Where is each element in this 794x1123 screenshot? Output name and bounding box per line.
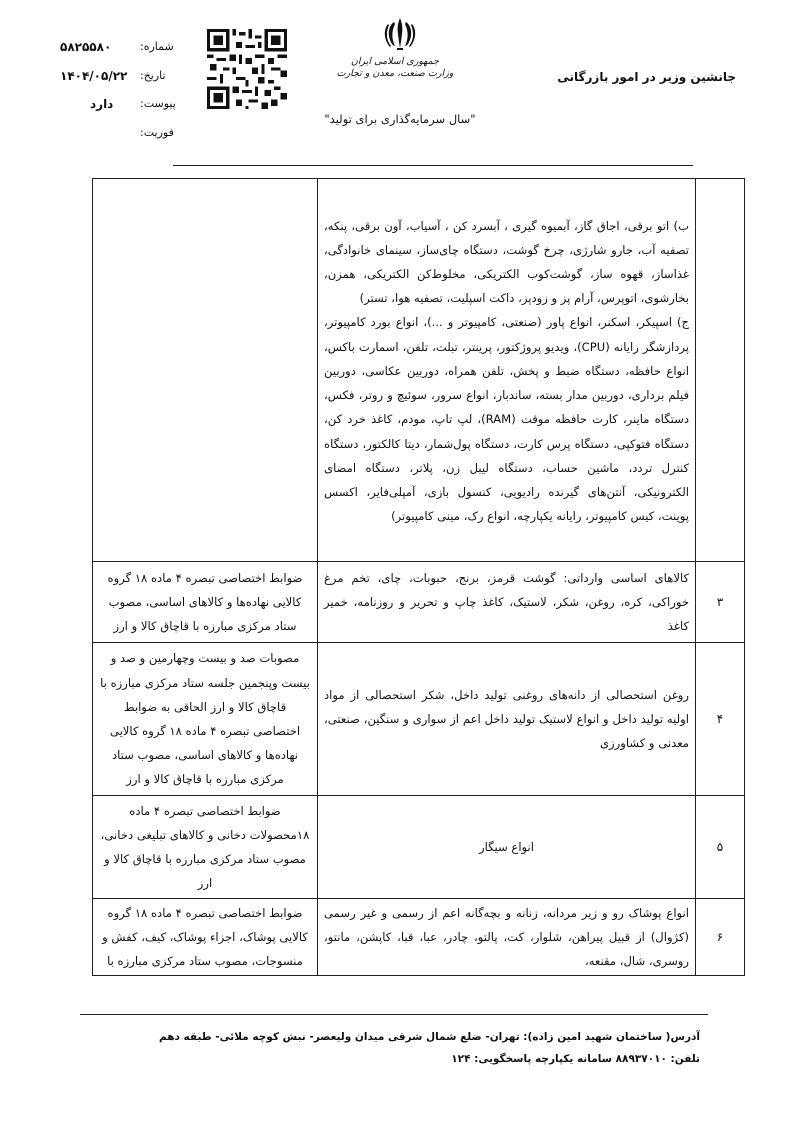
row-number-cell [696,179,745,562]
date-label: تاریخ: [140,69,166,82]
regulation-cell: ضوابط اختصاصی تبصره ۴ ماده ۱۸محصولات دخانی و کالاهای تبلیغی دخانی، مصوب ستاد مرکزی مبارزه با قاچاق کالا و ارز [93,796,318,899]
year-slogan: "سال سرمایه‌گذاری برای تولید" [324,112,476,126]
regulation-cell [93,179,318,562]
header-divider [173,165,693,166]
regulation-cell: مصوبات صد و بیست وچهارمین و صد و بیست وپنجمین جلسه ستاد مرکزی مبارزه با قاچاق کالا و ارز الحاقی به ضوابط اختصاصی تبصره ۴ ماده ۱۸ گروه کالایی نهاده‌ها و کالاهای اساسی، مصوب ستاد مرکزی مبارزه با قاچاق کالا و ارز [93,643,318,796]
goods-description-cell: انواع پوشاک رو و زیر مردانه، زنانه و بچه‌گانه اعم از رسمی و غیر رسمی (کژوال) از قبیل پیراهن، شلوار، کت، پالتو، چادر، عبا، قبا، کاپشن، مانتو، روسری، شال، مقنعه، [318,899,696,976]
date-value: ۱۴۰۴/۰۵/۲۲ [60,69,128,83]
goods-description-cell [318,179,696,562]
table-row [93,796,745,899]
goods-description-cell: روغن استحصالی از دانه‌های روغنی تولید داخل، شکر استحصالی از مواد اولیه تولید داخل و انواع لاستیک تولید داخل اعم از سواری و سنگین، صنعتی، معدنی و کشاورزی [318,643,696,796]
goods-description-cell: انواع سیگار [318,796,696,899]
number-value: ۵۸۲۵۵۸۰ [60,40,112,54]
row-number-cell: ۵ [696,796,745,899]
ministry-name [335,56,455,80]
footer-phone: تلفن: ۸۸۹۳۷۰۱۰ سامانه یکپارچه پاسخگویی: ۱۲۴ [451,1053,700,1065]
urgency-label: فوریت: [140,126,174,139]
footer-divider [80,1014,708,1015]
regulation-cell: ضوابط اختصاصی تبصره ۴ ماده ۱۸ گروه کالایی نهاده‌ها و کالاهای اساسی، مصوب ستاد مرکزی مبارزه با قاچاق کالا و ارز [93,562,318,643]
national-emblem-icon [380,14,420,54]
row-number-cell: ۳ [696,562,745,643]
table-row [93,643,745,796]
table-row [93,562,745,643]
ministry-line-1: جمهوری اسلامی ایران [350,56,440,67]
letter-urgency-row [0,126,200,146]
row-number-cell: ۶ [696,899,745,976]
goods-group-b: ب) اتو برقی، اجاق گاز، آبمیوه گیری ، آبسرد کن ، آسیاب، آون برقی، پنکه، تصفیه آب، جارو شارژی، چرخ گوشت، دستگاه چای‌ساز، سینمای خانوادگی، غذاساز، قهوه ساز، گوشت‌کوب الکتریکی، مخلوط‌کن الکتریکی، همزن، بخارشوی، اتوپرس، آرام پز و زودپز، داکت اسپلیت، تصفیه هوا، تستر) [324,218,689,306]
attachment-label: پیوست: [140,97,176,110]
regulation-cell: ضوابط اختصاصی تبصره ۴ ماده ۱۸ گروه کالایی پوشاک، اجزاء پوشاک، کیف، کفش و منسوجات، مصوب ستاد مرکزی مبارزه با [93,899,318,976]
goods-group-c: ج) اسپیکر، اسکنر، انواع پاور (صنعتی، کامپیوتر و ...)، انواع بورد کامپیوتر، پردازشگر رایانه (CPU)، ویدیو پروژکتور، پرینتر، تبلت، تلفن، اسمارت باکس، انواع حافظه، دستگاه ضبط و پخش، تلفن همراه، دوربین عکاسی، دوربین فیلم برداری، دوربین مدار بسته، ساندبار، انواع سرور، سوئیچ و روتر، فکس، دستگاه ماینر، کارت حافظه موقت (RAM)، لپ تاپ، مودم، کاغذ خرد کن، دستگاه فتوکپی، دستگاه پرس کارت، دستگاه پول‌شمار، دیتا کالکتور، دستگاه کنترل تردد، ماشین حساب، دستگاه لیبل زن، پلاتر، دستگاه امضای الکترونیکی، آنتن‌های گیرنده رادیویی، کنسول بازی، آمپلی‌فایر، اکسس پوینت، کیس کامپیوتر، رایانه یکپارچه، انواع رک، مینی کامپیوتر) [324,315,689,524]
letter-attachment-row [0,97,200,117]
footer-address: آدرس( ساختمان شهید امین زاده): تهران- ضلع شمال شرقی میدان ولیعصر- نبش کوچه ملائی- طبقه دهم [158,1031,700,1043]
ministry-line-2: وزارت صنعت، معدن و تجارت [336,68,454,79]
table-row [93,899,745,976]
attachment-value: دارد [90,97,114,111]
table-row [93,179,745,562]
goods-table [92,178,745,976]
letter-number-row [0,40,200,60]
row-number-cell: ۴ [696,643,745,796]
number-label: شماره: [140,40,174,53]
letter-date-row [0,69,200,89]
goods-description-cell: کالاهای اساسی وارداتی: گوشت قرمز، برنج، حبوبات، چای، تخم مرغ خوراکی، کره، روغن، شکر، لاستیک، کاغذ چاپ و تحریر و روزنامه، خمیر کاغذ [318,562,696,643]
issuing-office: جانشین وزیر در امور بازرگانی [557,70,736,84]
qr-code [207,29,287,109]
